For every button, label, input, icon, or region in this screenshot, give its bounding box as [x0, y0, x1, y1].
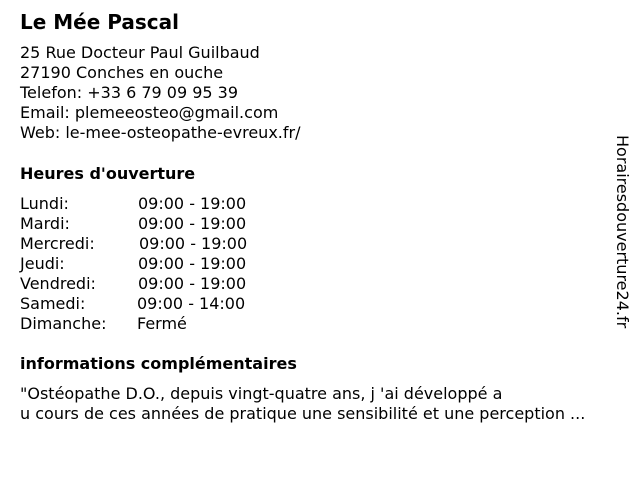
phone-line: Telefon: +33 6 79 09 95 39 — [20, 83, 239, 102]
time-value: 09:00 - 14:00 — [137, 294, 246, 313]
day-label: Mardi: — [20, 214, 70, 233]
description-line: u cours de ces années de pratique une sensibilité et une perception ... — [20, 404, 586, 423]
time-value: 09:00 - 19:00 — [139, 234, 248, 253]
hours-row-tuesday — [20, 214, 320, 234]
hours-row-friday — [20, 274, 320, 294]
web-line: Web: le-mee-osteopathe-evreux.fr/ — [20, 123, 301, 142]
hours-row-monday — [20, 194, 320, 214]
day-label: Dimanche: — [20, 314, 107, 333]
hours-row-sunday — [20, 314, 320, 334]
description-text — [20, 384, 632, 424]
opening-hours-heading: Heures d'ouverture — [20, 164, 196, 183]
site-watermark: Horairesdouverture24.fr — [613, 135, 632, 329]
time-value: 09:00 - 19:00 — [138, 214, 247, 233]
time-value: 09:00 - 19:00 — [138, 194, 247, 213]
opening-hours-table — [20, 194, 320, 334]
hours-row-thursday — [20, 254, 320, 274]
hours-row-wednesday — [20, 234, 320, 254]
hours-row-saturday — [20, 294, 320, 314]
description-line: "Ostéopathe D.O., depuis vingt-quatre ans, j 'ai développé a — [20, 384, 503, 403]
day-label: Samedi: — [20, 294, 86, 313]
day-label: Vendredi: — [20, 274, 96, 293]
contact-block — [20, 43, 300, 143]
day-label: Lundi: — [20, 194, 69, 213]
email-line: Email: plemeeosteo@gmail.com — [20, 103, 279, 122]
time-value: 09:00 - 19:00 — [138, 254, 247, 273]
additional-info-heading: informations complémentaires — [20, 354, 297, 373]
business-name: Le Mée Pascal — [20, 10, 179, 34]
day-label: Mercredi: — [20, 234, 95, 253]
time-value: Fermé — [137, 314, 187, 333]
address-street: 25 Rue Docteur Paul Guilbaud — [20, 43, 260, 62]
address-city: 27190 Conches en ouche — [20, 63, 224, 82]
time-value: 09:00 - 19:00 — [138, 274, 247, 293]
day-label: Jeudi: — [20, 254, 65, 273]
